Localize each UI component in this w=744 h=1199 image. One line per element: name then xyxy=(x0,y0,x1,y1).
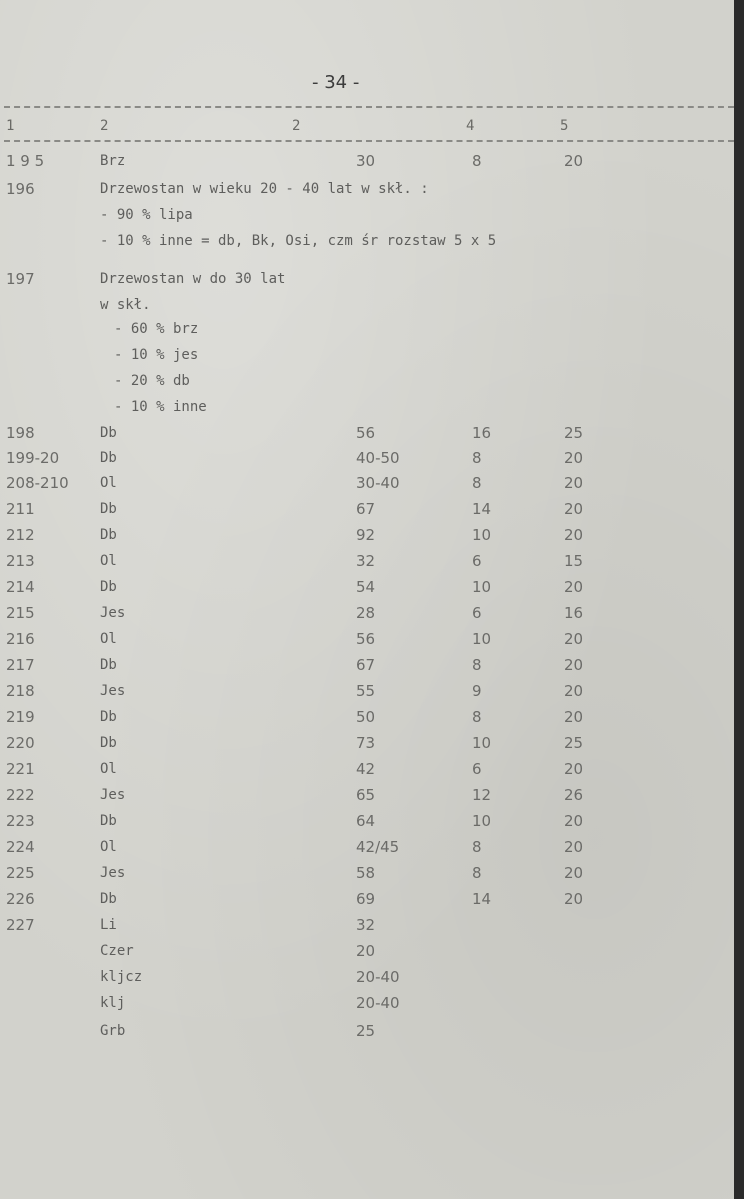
row-9-name: - 10 % inne xyxy=(114,399,207,415)
row-33-name: Grb xyxy=(100,1023,126,1039)
row-24-c5: 26 xyxy=(564,786,584,804)
row-17-c5: 16 xyxy=(564,604,584,622)
row-12-name: Ol xyxy=(100,475,117,491)
row-18-name: Ol xyxy=(100,631,117,647)
row-17-name: Jes xyxy=(100,605,126,621)
row-16-name: Db xyxy=(100,579,117,595)
row-18-c5: 20 xyxy=(564,630,584,648)
row-10-c4: 16 xyxy=(472,424,492,442)
row-31-c3: 20-40 xyxy=(356,968,400,986)
header-divider-top xyxy=(4,106,734,108)
row-23-c4: 6 xyxy=(472,760,482,778)
row-27-c4: 8 xyxy=(472,864,482,882)
row-29-id: 227 xyxy=(6,916,35,934)
row-29-name: Li xyxy=(100,917,117,933)
row-32-name: klj xyxy=(100,995,126,1011)
row-18-id: 216 xyxy=(6,630,35,648)
row-25-c5: 20 xyxy=(564,812,584,830)
row-28-c4: 14 xyxy=(472,890,492,908)
header-divider-bottom xyxy=(4,140,734,142)
row-26-c5: 20 xyxy=(564,838,584,856)
row-12-c5: 20 xyxy=(564,474,584,492)
row-21-c4: 8 xyxy=(472,708,482,726)
row-15-c4: 6 xyxy=(472,552,482,570)
page-number: - 34 - xyxy=(312,72,360,93)
row-21-c3: 50 xyxy=(356,708,376,726)
row-25-c4: 10 xyxy=(472,812,492,830)
column-header-3: 2 xyxy=(292,118,301,134)
row-3-name: - 10 % inne = db, Bk, Osi, czm śr rozstaw 5 x 5 xyxy=(100,233,497,249)
row-0-c3: 30 xyxy=(356,152,376,170)
row-31-name: kljcz xyxy=(100,969,143,985)
row-26-c3: 42/45 xyxy=(356,838,400,856)
row-20-id: 218 xyxy=(6,682,35,700)
row-13-name: Db xyxy=(100,501,117,517)
column-header-4: 4 xyxy=(466,118,475,134)
row-22-id: 220 xyxy=(6,734,35,752)
row-20-name: Jes xyxy=(100,683,126,699)
row-23-c5: 20 xyxy=(564,760,584,778)
row-17-c3: 28 xyxy=(356,604,376,622)
row-11-id: 199-20 xyxy=(6,449,60,467)
row-24-c3: 65 xyxy=(356,786,376,804)
row-21-name: Db xyxy=(100,709,117,725)
row-2-name: - 90 % lipa xyxy=(100,207,193,223)
row-14-id: 212 xyxy=(6,526,35,544)
row-16-c4: 10 xyxy=(472,578,492,596)
row-0-id: 1 9 5 xyxy=(6,152,45,170)
row-15-c3: 32 xyxy=(356,552,376,570)
row-13-id: 211 xyxy=(6,500,35,518)
row-11-c5: 20 xyxy=(564,449,584,467)
row-24-c4: 12 xyxy=(472,786,492,804)
row-11-name: Db xyxy=(100,450,117,466)
row-0-c5: 20 xyxy=(564,152,584,170)
row-19-id: 217 xyxy=(6,656,35,674)
row-22-c3: 73 xyxy=(356,734,376,752)
row-19-c4: 8 xyxy=(472,656,482,674)
row-18-c3: 56 xyxy=(356,630,376,648)
row-25-c3: 64 xyxy=(356,812,376,830)
row-11-c3: 40-50 xyxy=(356,449,400,467)
row-20-c4: 9 xyxy=(472,682,482,700)
row-0-name: Brz xyxy=(100,153,126,169)
row-16-id: 214 xyxy=(6,578,35,596)
row-21-c5: 20 xyxy=(564,708,584,726)
row-14-name: Db xyxy=(100,527,117,543)
row-7-name: - 10 % jes xyxy=(114,347,199,363)
row-27-name: Jes xyxy=(100,865,126,881)
row-16-c3: 54 xyxy=(356,578,376,596)
row-30-c3: 20 xyxy=(356,942,376,960)
row-14-c4: 10 xyxy=(472,526,492,544)
row-23-id: 221 xyxy=(6,760,35,778)
row-21-id: 219 xyxy=(6,708,35,726)
column-header-1: 1 xyxy=(6,118,15,134)
row-15-id: 213 xyxy=(6,552,35,570)
row-12-id: 208-210 xyxy=(6,474,69,492)
row-11-c4: 8 xyxy=(472,449,482,467)
row-8-name: - 20 % db xyxy=(114,373,190,389)
row-25-id: 223 xyxy=(6,812,35,830)
scan-edge xyxy=(734,0,744,1199)
row-12-c3: 30-40 xyxy=(356,474,400,492)
row-22-c5: 25 xyxy=(564,734,584,752)
row-19-c3: 67 xyxy=(356,656,376,674)
row-28-name: Db xyxy=(100,891,117,907)
row-4-name: Drzewostan w do 30 lat xyxy=(100,271,286,287)
row-22-c4: 10 xyxy=(472,734,492,752)
row-19-name: Db xyxy=(100,657,117,673)
row-33-c3: 25 xyxy=(356,1022,376,1040)
row-5-name: w skł. xyxy=(100,297,151,313)
row-15-c5: 15 xyxy=(564,552,584,570)
row-17-id: 215 xyxy=(6,604,35,622)
row-28-c3: 69 xyxy=(356,890,376,908)
row-24-id: 222 xyxy=(6,786,35,804)
row-28-id: 226 xyxy=(6,890,35,908)
row-10-c5: 25 xyxy=(564,424,584,442)
row-0-c4: 8 xyxy=(472,152,482,170)
row-14-c3: 92 xyxy=(356,526,376,544)
row-1-name: Drzewostan w wieku 20 - 40 lat w skł. : xyxy=(100,181,429,197)
row-24-name: Jes xyxy=(100,787,126,803)
column-header-5: 5 xyxy=(560,118,569,134)
row-15-name: Ol xyxy=(100,553,117,569)
row-14-c5: 20 xyxy=(564,526,584,544)
row-19-c5: 20 xyxy=(564,656,584,674)
row-10-id: 198 xyxy=(6,424,35,442)
row-1-id: 196 xyxy=(6,180,35,198)
row-23-name: Ol xyxy=(100,761,117,777)
row-10-name: Db xyxy=(100,425,117,441)
row-26-name: Ol xyxy=(100,839,117,855)
row-26-c4: 8 xyxy=(472,838,482,856)
row-16-c5: 20 xyxy=(564,578,584,596)
row-20-c3: 55 xyxy=(356,682,376,700)
row-26-id: 224 xyxy=(6,838,35,856)
row-27-c5: 20 xyxy=(564,864,584,882)
row-6-name: - 60 % brz xyxy=(114,321,199,337)
row-23-c3: 42 xyxy=(356,760,376,778)
row-10-c3: 56 xyxy=(356,424,376,442)
row-13-c5: 20 xyxy=(564,500,584,518)
row-29-c3: 32 xyxy=(356,916,376,934)
row-18-c4: 10 xyxy=(472,630,492,648)
row-13-c3: 67 xyxy=(356,500,376,518)
row-32-c3: 20-40 xyxy=(356,994,400,1012)
column-header-2: 2 xyxy=(100,118,109,134)
row-22-name: Db xyxy=(100,735,117,751)
row-25-name: Db xyxy=(100,813,117,829)
row-27-c3: 58 xyxy=(356,864,376,882)
row-13-c4: 14 xyxy=(472,500,492,518)
row-20-c5: 20 xyxy=(564,682,584,700)
row-30-name: Czer xyxy=(100,943,134,959)
row-12-c4: 8 xyxy=(472,474,482,492)
row-28-c5: 20 xyxy=(564,890,584,908)
row-4-id: 197 xyxy=(6,270,35,288)
row-17-c4: 6 xyxy=(472,604,482,622)
row-27-id: 225 xyxy=(6,864,35,882)
